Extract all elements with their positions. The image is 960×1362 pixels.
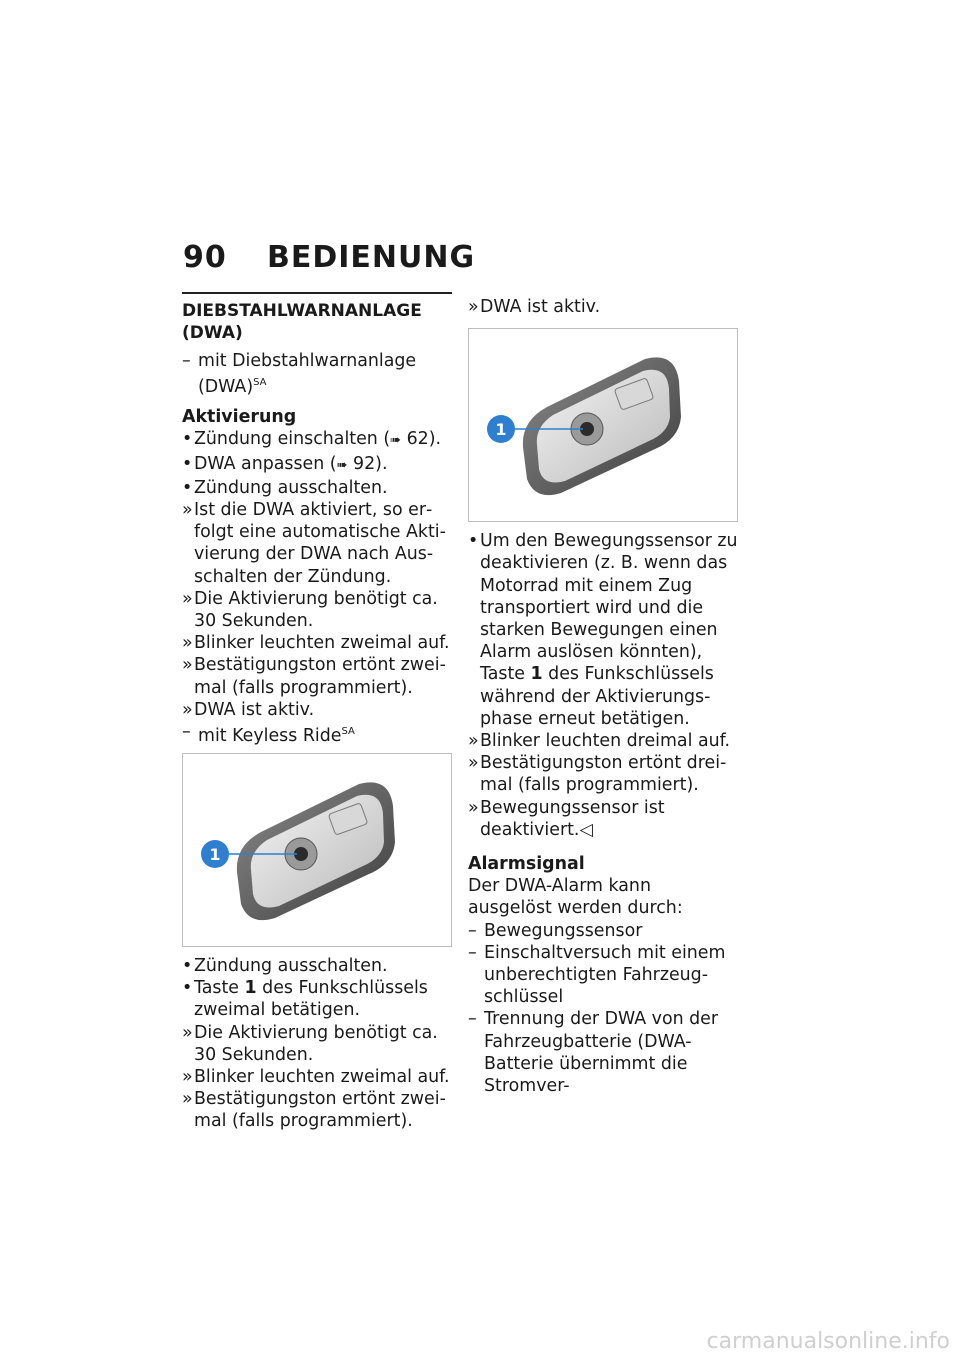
list-item: – Einschaltversuch mit einem unberechtigten Fahrzeugschlüssel	[468, 942, 726, 1008]
double-chevron-icon: »	[182, 699, 193, 720]
result-item: » Bestätigungston ertönt zweimal (falls programmiert).	[182, 1089, 446, 1132]
result-item: » Bestätigungston ertönt dreimal (falls programmiert).	[468, 753, 727, 796]
dash-icon: –	[468, 920, 477, 941]
key-fob-illustration	[469, 329, 737, 521]
result-item: » DWA ist aktiv.	[468, 297, 601, 317]
chapter-title: BEDIENUNG	[267, 240, 476, 275]
result-item: » Blinker leuchten dreimal auf.	[468, 731, 731, 752]
subsection-title: Aktivierung	[182, 407, 297, 428]
double-chevron-icon: »	[182, 500, 193, 521]
result-item: » Die Aktivierung benötigt ca. 30 Sekunden.	[182, 588, 438, 632]
result-item: » Bewegungssensor ist deaktiviert.◁	[468, 797, 665, 840]
bullet-dot-icon: •	[182, 429, 193, 450]
list-item: – mit Keyless Ride$^{SA}$	[182, 722, 355, 746]
list-item: • Um den Bewegungssensor zu deaktivieren (z. B. wenn das Motorrad mit einem Zug transportiert wird und die starken Bewegungen einen Alarm auslösen könnten), Taste 1 des Funkschlüssels während der Aktivierungsphase erneut betätigen.	[468, 531, 738, 729]
list-item: – Bewegungssensor	[468, 920, 643, 941]
list-item: • DWA anpassen (➠ 92).	[182, 453, 388, 474]
double-chevron-icon: »	[182, 1022, 193, 1043]
bullet-dot-icon: •	[182, 978, 193, 999]
figure-callout: 1	[209, 845, 221, 865]
section-title: DIEBSTAHLWARNANLAGE (DWA)	[182, 292, 452, 344]
dash-icon: –	[182, 722, 191, 743]
double-chevron-icon: »	[182, 588, 193, 609]
list-item: • Zündung ausschalten.	[182, 477, 388, 498]
key-fob-figure	[182, 753, 452, 947]
alarm-text: Der DWA-Alarm kann ausgelöst werden durch:	[468, 876, 683, 919]
result-item: » Bestätigungston ertönt zweimal (falls programmiert).	[182, 655, 446, 698]
bullet-dot-icon: •	[182, 453, 193, 474]
double-chevron-icon: »	[182, 633, 193, 654]
double-chevron-icon: »	[468, 731, 479, 752]
double-chevron-icon: »	[182, 655, 193, 676]
double-chevron-icon: »	[468, 297, 479, 317]
figure-callout: 1	[495, 420, 507, 440]
dash-icon: –	[468, 1009, 477, 1030]
double-chevron-icon: »	[468, 753, 479, 774]
list-item: • Zündung einschalten (➠ 62).	[182, 429, 442, 450]
watermark: carmanualsonline.info	[706, 1329, 950, 1354]
list-item: • Zündung ausschalten.	[182, 956, 388, 977]
page-reference-arrow-icon: ➠	[336, 457, 348, 473]
dash-icon: –	[182, 351, 191, 371]
double-chevron-icon: »	[182, 1067, 193, 1088]
list-item: – Trennung der DWA von der Fahrzeugbatterie (DWA-Batterie übernimmt die Stromver-	[468, 1009, 719, 1097]
result-item: » Ist die DWA aktiviert, so erfolgt eine automatische Aktivierung der DWA nach Ausschalten der Zündung.	[182, 500, 446, 587]
key-fob-figure	[468, 328, 738, 522]
subsection-title: Alarmsignal	[468, 854, 585, 875]
list-item: • Taste 1 des Funkschlüssels zweimal betätigen.	[182, 978, 428, 1021]
right-column	[468, 296, 738, 1097]
result-item: » Blinker leuchten zweimal auf.	[182, 633, 450, 654]
list-item: – mit Diebstahlwarnanlage (DWA)$^{SA}$	[182, 351, 417, 397]
double-chevron-icon: »	[182, 1089, 193, 1110]
dash-icon: –	[468, 942, 477, 963]
bullet-dot-icon: •	[182, 956, 193, 977]
bullet-dot-icon: •	[468, 531, 479, 552]
left-column	[182, 292, 452, 1133]
page-number: 90	[183, 240, 227, 275]
result-item: » Die Aktivierung benötigt ca. 30 Sekunden.	[182, 1022, 438, 1065]
double-chevron-icon: »	[468, 797, 479, 818]
page-reference-arrow-icon: ➠	[390, 433, 402, 449]
result-item: » DWA ist aktiv.	[182, 699, 315, 720]
key-fob-illustration	[183, 754, 451, 946]
end-triangle-icon: ◁	[579, 819, 593, 840]
bullet-dot-icon: •	[182, 477, 193, 498]
page-header	[183, 240, 475, 275]
result-item: » Blinker leuchten zweimal auf.	[182, 1067, 450, 1088]
